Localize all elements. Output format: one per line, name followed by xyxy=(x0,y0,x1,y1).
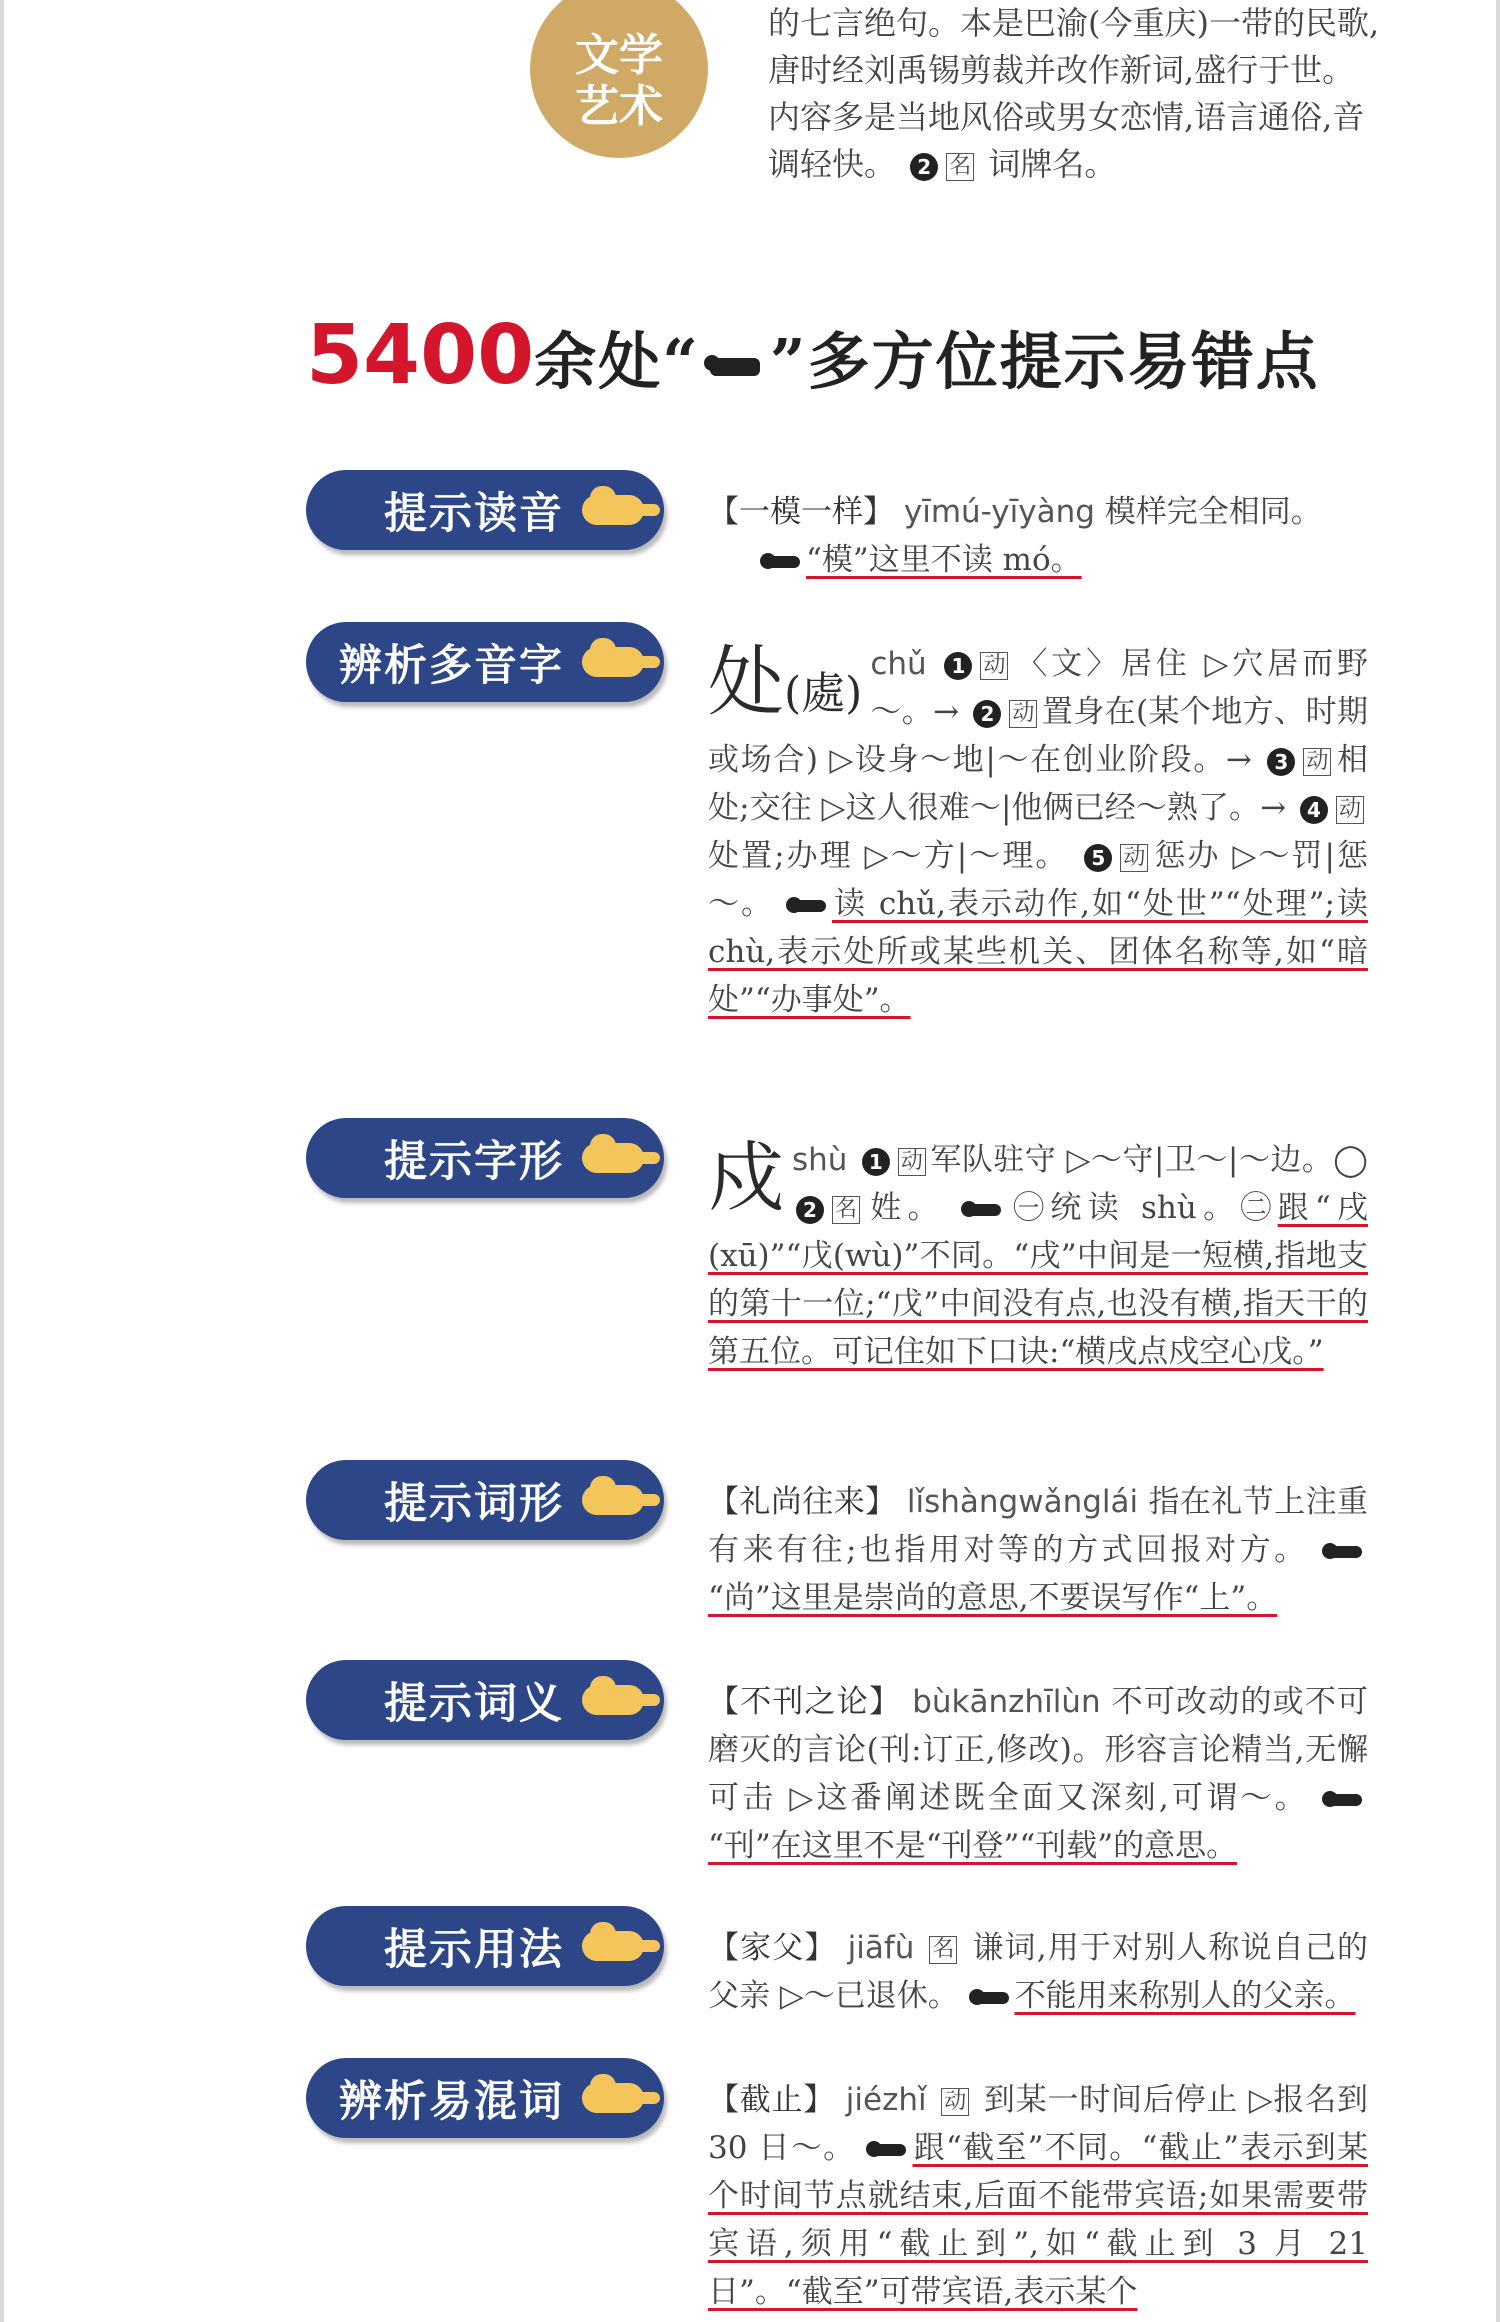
entry-headword: 【家父】 xyxy=(708,1930,837,1966)
entry-definition: 指在礼节上注重有来有往;也指用对等的方式回报对方。 xyxy=(708,1484,1369,1568)
entry xyxy=(708,2076,1368,2316)
sense-number: 2 xyxy=(910,153,938,181)
pointing-hand-icon xyxy=(710,358,760,376)
sense-number: 1 xyxy=(862,1148,890,1176)
pointing-hand-icon xyxy=(766,556,800,568)
label-pill xyxy=(306,470,664,550)
page-heading xyxy=(306,308,1320,403)
entry xyxy=(708,1924,1368,2020)
entry-note: “尚”这里是崇尚的意思,不要误写作“上”。 xyxy=(708,1580,1278,1616)
pointing-hand-icon xyxy=(582,1685,644,1715)
entry-headword: 【截止】 xyxy=(708,2082,836,2118)
pointing-hand-icon xyxy=(1328,1546,1362,1558)
badge-line-1: 文学 xyxy=(575,30,663,82)
label-text: 提示用法 xyxy=(384,1924,564,1975)
pointing-hand-icon xyxy=(975,1992,1009,2004)
top-line: 调轻快。 2 名 词牌名。 xyxy=(768,145,1117,183)
entry-note: 不能用来称别人的父亲。 xyxy=(1014,1978,1356,2014)
pos-tag: 动 xyxy=(1120,844,1148,872)
pos-tag: 动 xyxy=(898,1148,926,1176)
entry xyxy=(708,488,1368,584)
sense-number: 2 xyxy=(796,1196,824,1224)
sense-text: 处置;办理 ▷～方|～理。 xyxy=(708,838,1069,874)
pointing-hand-icon xyxy=(582,1931,644,1961)
entry-definition: 不可改动的或不可磨灭的言论(刊:订正,修改)。形容言论精当,无懈可击 ▷这番阐述既全面又深刻,可谓～。 xyxy=(708,1684,1369,1816)
label-pill xyxy=(306,1118,664,1198)
entry-note: 跟“戌(xū)”“戊(wù)”不同。“戌”中间是一短横,指地支的第十一位;“戊”中间没有点,也没有横,指天干的第五位。可记住如下口诀:“横戌点戍空心戊。” xyxy=(708,1190,1368,1370)
pos-tag: 动 xyxy=(1336,796,1364,824)
entry-headword: 【一模一样】 xyxy=(708,494,894,530)
label-text: 提示词义 xyxy=(384,1678,564,1729)
heading-text-a: 余处“ xyxy=(534,325,700,398)
entry-note: 读 chǔ,表示动作,如“处世”“处理”;读 chù,表示处所或某些机关、团体名称等,如“暗处”“办事处”。 xyxy=(708,886,1368,1018)
entry-pinyin: bùkānzhīlùn xyxy=(912,1684,1101,1720)
sense-number: 2 xyxy=(973,700,1001,728)
heading-text-b: ”多方位提示易错点 xyxy=(769,325,1320,398)
pointing-hand-icon xyxy=(967,1204,1001,1216)
sense-text: 姓。 xyxy=(864,1190,945,1226)
pos-tag: 名 xyxy=(832,1196,860,1224)
page-edge-right xyxy=(1496,0,1500,2322)
badge-line-2: 艺术 xyxy=(575,81,663,132)
sense-text: 军队驻守 ▷～守|卫～|～边。◯ xyxy=(929,1142,1369,1178)
sense-text: 〈文〉居住 ▷穴居而野～。→ xyxy=(870,646,1368,730)
entry-headword: 【礼尚往来】 xyxy=(708,1484,897,1520)
sense-text: 惩办 ▷～罚|惩～。 xyxy=(708,838,1368,922)
entry-character: 戍 xyxy=(708,1133,784,1222)
pointing-hand-icon xyxy=(1328,1794,1362,1806)
pos-tag: 动 xyxy=(1009,700,1037,728)
pos-tag: 名 xyxy=(929,1936,957,1964)
label-text: 辨析易混词 xyxy=(339,2076,564,2127)
entry-pinyin: lǐshàngwǎnglái xyxy=(906,1484,1139,1520)
label-text: 提示词形 xyxy=(384,1478,564,1529)
sense-text: 相处;交往 ▷这人很难～|他俩已经～熟了。→ xyxy=(708,742,1368,826)
sense-number: 1 xyxy=(944,652,972,680)
entry-note: “模”这里不读 mó。 xyxy=(806,542,1082,578)
entry-character: 处(處) xyxy=(708,637,863,726)
entry-definition: 模样完全相同。 xyxy=(1104,494,1322,530)
entry-pinyin: jiāfù xyxy=(847,1930,915,1966)
heading-number: 5400 xyxy=(306,308,535,403)
pos-tag: 动 xyxy=(941,2088,969,2116)
pointing-hand-icon xyxy=(872,2144,906,2156)
pos-tag: 动 xyxy=(1303,748,1331,776)
pointing-hand-icon xyxy=(792,900,826,912)
entry-pinyin: shù xyxy=(792,1142,848,1178)
entry-definition: 谦词,用于对别人称说自己的父亲 ▷～已退休。 xyxy=(708,1930,1368,2014)
entry-note: 跟“截至”不同。“截止”表示到某个时间节点就结束,后面不能带宾语;如果需要带宾语,须用“截止到”,如“截止到 3 月 21 日”。“截至”可带宾语,表示某个 xyxy=(708,2130,1368,2310)
entry-definition: 到某一时间后停止 ▷报名到 30 日～。 xyxy=(708,2082,1368,2166)
pointing-hand-icon xyxy=(582,1143,644,1173)
pointing-hand-icon xyxy=(582,495,644,525)
pointing-hand-icon xyxy=(582,647,644,677)
top-line: 内容多是当地风俗或男女恋情,语言通俗,音 xyxy=(768,98,1365,136)
entry xyxy=(708,1133,1369,1376)
note-prefix: ㊀统读 shù。㊁ xyxy=(1006,1190,1278,1226)
entry-pinyin: jiézhǐ xyxy=(845,2082,927,2118)
label-pill xyxy=(306,2058,664,2138)
entry-headword: 【不刊之论】 xyxy=(708,1684,902,1720)
entry-pinyin: chǔ xyxy=(870,646,927,682)
page-edge-left xyxy=(0,0,4,2322)
entry-note: “刊”在这里不是“刊登”“刊载”的意思。 xyxy=(708,1828,1238,1864)
top-line: 的七言绝句。本是巴渝(今重庆)一带的民歌, xyxy=(768,4,1380,42)
entry-pinyin: yīmú-yīyàng xyxy=(903,494,1095,530)
category-badge xyxy=(530,0,708,158)
sense-number: 4 xyxy=(1300,796,1328,824)
pos-tag: 动 xyxy=(980,652,1008,680)
pos-tag: 名 xyxy=(946,153,974,181)
label-text: 提示字形 xyxy=(384,1136,564,1187)
top-line: 唐时经刘禹锡剪裁并改作新词,盛行于世。 xyxy=(768,51,1355,89)
label-pill xyxy=(306,1460,664,1540)
entry xyxy=(708,1678,1368,1870)
label-pill xyxy=(306,1906,664,1986)
sense-text: 置身在(某个地方、时期或场合) ▷设身～地|～在创业阶段。→ xyxy=(708,694,1368,778)
top-entry-text xyxy=(768,0,1408,188)
sense-number: 3 xyxy=(1267,748,1295,776)
label-pill xyxy=(306,622,664,702)
label-pill xyxy=(306,1660,664,1740)
label-text: 提示读音 xyxy=(384,488,564,539)
entry xyxy=(708,1478,1368,1622)
pointing-hand-icon xyxy=(582,1485,644,1515)
label-text: 辨析多音字 xyxy=(339,640,564,691)
sense-number: 5 xyxy=(1084,844,1112,872)
pointing-hand-icon xyxy=(582,2083,644,2113)
entry xyxy=(708,637,1368,1024)
